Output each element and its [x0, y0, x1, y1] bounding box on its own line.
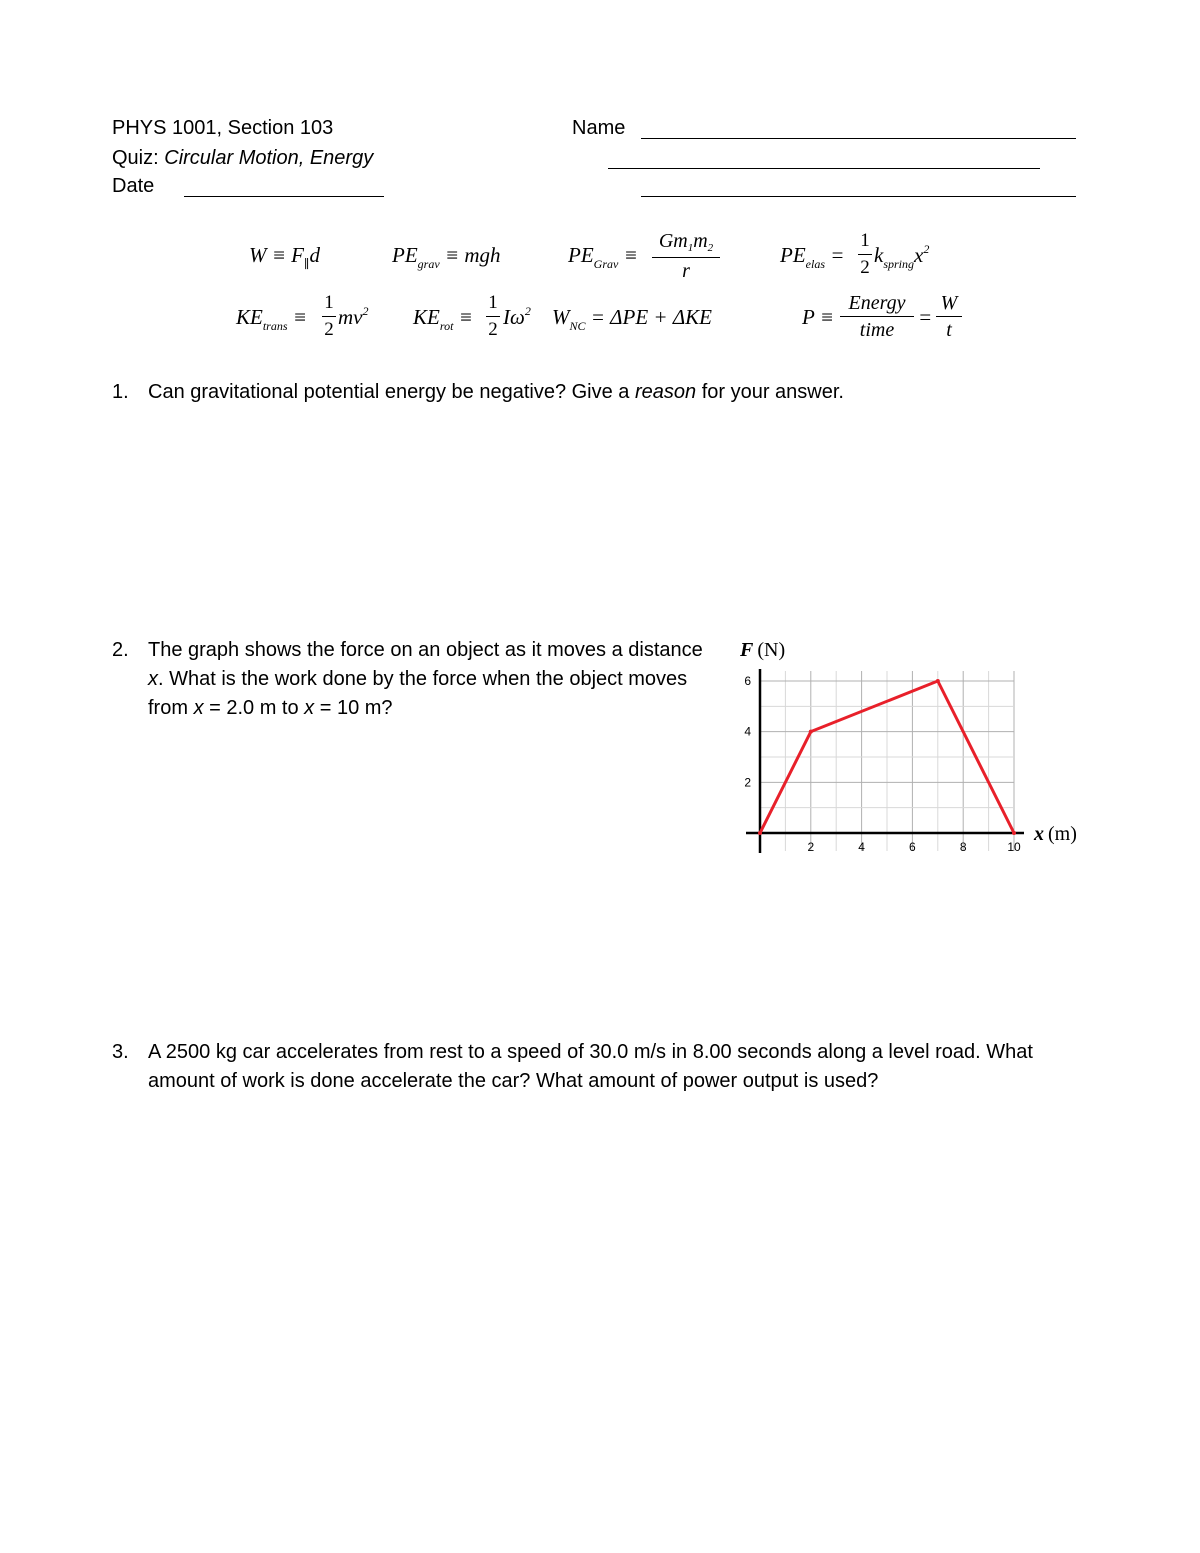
formula-work: $W \equiv F_\parallel d$: [249, 243, 321, 271]
y-tick-label: 2: [744, 775, 751, 790]
name-label: Name: [572, 117, 626, 139]
data-point: [809, 730, 813, 734]
data-point: [936, 679, 940, 683]
y-axis-label: F (N): [740, 639, 786, 661]
y-tick-label: 6: [744, 674, 751, 688]
formula-pe-grav-near: $PE_{grav}$ ≡ mgh: [392, 243, 501, 271]
question-2: [112, 636, 704, 726]
question-text: A 2500 kg car accelerates from rest to a speed of 30.0 m/s in 8.00 seconds along a level road. What amount of work is done accelerate the car? What amount of power output is used?: [148, 1041, 1033, 1092]
data-point: [758, 831, 762, 835]
data-point: [1012, 831, 1016, 835]
x-tick-label: 6: [909, 840, 916, 854]
question-text: The graph shows the force on an object as it moves a distance x. What is the work done by the force when the object moves from x = 2.0 m to x = 10 m?: [148, 639, 703, 719]
x-tick-label: 4: [858, 840, 865, 854]
grid: [760, 671, 1014, 851]
y-tick-label: 4: [744, 724, 751, 739]
force-distance-chart: [730, 628, 1090, 868]
date-blank[interactable]: [184, 196, 384, 197]
name-blank-2[interactable]: [608, 168, 1040, 169]
question-3: [112, 1038, 1072, 1102]
question-number: 2.: [112, 639, 129, 661]
x-tick-label: 8: [959, 840, 967, 854]
question-number: 3.: [112, 1041, 129, 1063]
x-tick-label: 10: [1007, 840, 1021, 854]
quiz-line: [112, 146, 373, 170]
x-axis-label: x (m): [1034, 823, 1077, 845]
date-label: Date: [112, 175, 155, 197]
axes: [746, 669, 1024, 853]
x-tick-label: 2: [807, 840, 815, 854]
course-title: PHYS 1001, Section 103: [112, 117, 334, 139]
formula-work-nc: $W_{NC} = \Delta PE + \Delta KE$: [552, 305, 712, 333]
question-number: 1.: [112, 381, 129, 403]
quiz-topic: Circular Motion, Energy: [164, 147, 374, 169]
quiz-label: Quiz:: [112, 147, 159, 169]
question-text: Can gravitational potential energy be negative? Give a reason for your answer.: [148, 381, 844, 403]
name-blank-1[interactable]: [641, 138, 1076, 139]
name-blank-3[interactable]: [641, 196, 1076, 197]
